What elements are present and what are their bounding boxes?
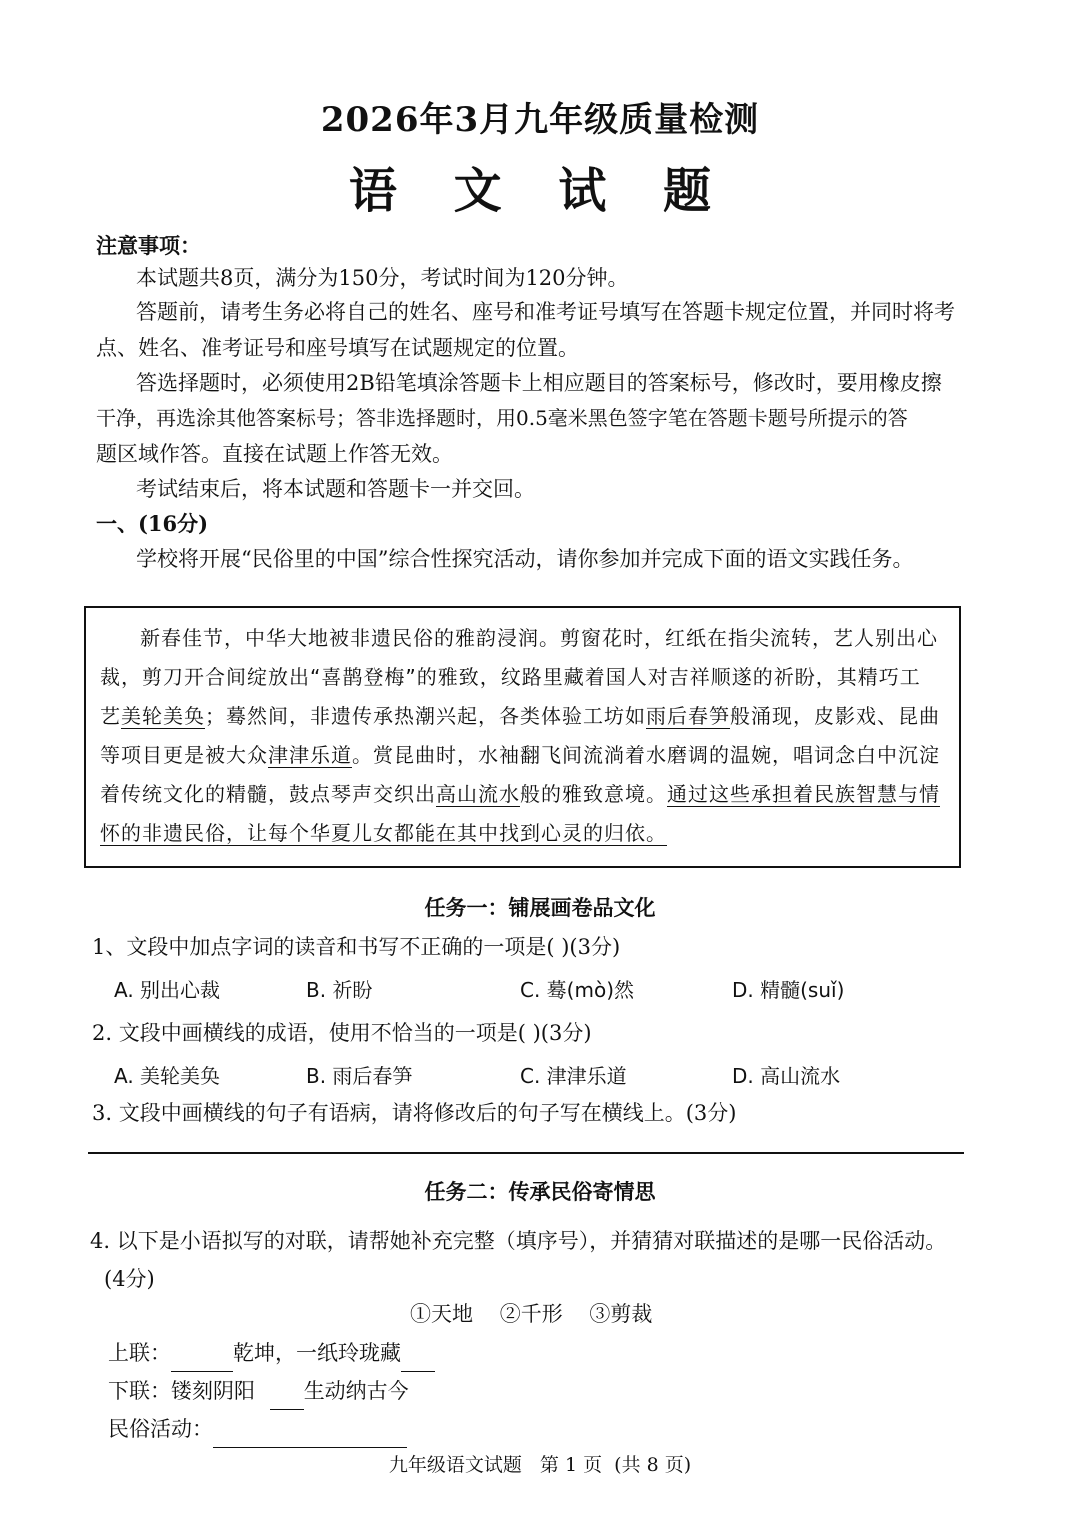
folk-activity: [108, 1410, 407, 1448]
q1-option-d: D. 精髓(suǐ): [732, 978, 845, 1002]
activity-label: 民俗活动：: [108, 1417, 213, 1441]
section-intro: 学校将开展“民俗里的中国”综合性探究活动，请你参加并完成下面的语文实践任务。: [136, 547, 914, 571]
q1-option-b: B. 祈盼: [306, 978, 373, 1002]
passage-text: 等项目更是被大众: [100, 743, 268, 767]
passage-text: 。赏昆曲时，水袖翻飞间流淌着水磨调的温婉，唱词念白中沉淀: [352, 743, 940, 767]
q1-option-c: C. 蓦(mò)然: [520, 978, 635, 1002]
couplet-choices: ①天地 ②千形 ③剪裁: [410, 1302, 653, 1326]
page-footer: 九年级语文试题 第 1 页 (共 8 页): [388, 1454, 692, 1476]
upper-blank-2[interactable]: [401, 1349, 435, 1372]
passage-line: [100, 778, 940, 807]
upper-couplet: [108, 1334, 435, 1372]
passage-line: [100, 700, 940, 729]
lower-text: 生动纳古今: [303, 1379, 409, 1403]
lower-text: 镂刻阴阳: [171, 1379, 262, 1403]
question-2: 2. 文段中画横线的成语，使用不恰当的一项是( )(3分): [92, 1021, 592, 1045]
task1-title: 任务一：铺展画卷品文化: [424, 895, 656, 920]
task2-title: 任务二：传承民俗寄情思: [424, 1179, 656, 1204]
q1-option-a: A. 别出心裁: [114, 978, 221, 1002]
question-1: 1、文段中加点字词的读音和书写不正确的一项是( )(3分): [92, 935, 621, 959]
notice-line: 本试题共8页，满分为150分，考试时间为120分钟。: [136, 266, 629, 290]
passage-line: [100, 817, 667, 846]
passage-line: 裁，剪刀开合间绽放出“喜鹊登梅”的雅致，纹路里藏着国人对吉祥顺遂的祈盼，其精巧工: [100, 665, 921, 689]
notice-line: 答选择题时，必须使用2B铅笔填涂答题卡上相应题目的答案标号，修改时，要用橡皮擦: [136, 371, 942, 395]
passage-text: 着传统文化的精髓，鼓点琴声交织出: [100, 782, 436, 806]
notice-line: 题区域作答。直接在试题上作答无效。: [96, 442, 453, 466]
passage-text: 般涌现，皮影戏、昆曲: [730, 704, 940, 728]
reading-passage: [84, 606, 961, 868]
q2-option-c: C. 津津乐道: [520, 1064, 627, 1088]
exam-title: 2026年3月九年级质量检测: [320, 100, 760, 140]
underlined-sentence: 怀的非遗民俗，让每个华夏儿女都能在其中找到心灵的归依。: [100, 821, 667, 845]
upper-label: 上联：: [108, 1341, 171, 1365]
subject-title: 语 文 试 题: [348, 163, 732, 219]
underlined-sentence: 通过这些承担着民族智慧与情: [667, 782, 940, 806]
upper-blank-1[interactable]: [171, 1349, 233, 1372]
question-4: 4. 以下是小语拟写的对联，请帮她补充完整（填序号），并猜猜对联描述的是哪一民俗活动。: [90, 1229, 947, 1253]
notice-line: 答题前，请考生务必将自己的姓名、座号和准考证号填写在答题卡规定位置，并同时将考: [136, 300, 955, 324]
notice-line: 考试结束后，将本试题和答题卡一并交回。: [136, 477, 535, 501]
lower-blank[interactable]: [270, 1387, 304, 1410]
lower-couplet: [108, 1372, 409, 1410]
underlined-idiom: 津津乐道: [268, 743, 352, 767]
answer-line[interactable]: [88, 1152, 964, 1154]
passage-text: 般的雅致意境。: [520, 782, 667, 806]
question-3: 3. 文段中画横线的句子有语病，请将修改后的句子写在横线上。(3分): [92, 1101, 737, 1125]
section-heading: 一、(16分): [96, 511, 209, 536]
notice-line: 干净，再选涂其他答案标号；答非选择题时，用0.5毫米黑色签字笔在答题卡题号所提示的答: [96, 406, 908, 430]
passage-text: 艺: [100, 704, 121, 728]
lower-label: 下联：: [108, 1379, 171, 1403]
passage-text: ；蓦然间，非遗传承热潮兴起，各类体验工坊如: [205, 704, 646, 728]
underlined-idiom: 雨后春笋: [646, 704, 730, 728]
question-4-score: (4分): [104, 1267, 155, 1291]
q2-option-b: B. 雨后春笋: [306, 1064, 413, 1088]
activity-blank[interactable]: [213, 1425, 407, 1448]
passage-line: [100, 739, 940, 768]
q2-option-a: A. 美轮美奂: [114, 1064, 221, 1088]
q2-option-d: D. 高山流水: [732, 1064, 841, 1088]
upper-text: 乾坤，一纸玲珑藏: [233, 1341, 401, 1365]
passage-line: 新春佳节，中华大地被非遗民俗的雅韵浸润。剪窗花时，红纸在指尖流转，艺人别出心: [140, 626, 938, 650]
underlined-idiom: 美轮美奂: [121, 704, 205, 728]
notice-line: 点、姓名、准考证号和座号填写在试题规定的位置。: [96, 336, 579, 360]
notice-heading: 注意事项：: [96, 233, 201, 258]
underlined-idiom: 高山流水: [436, 782, 520, 806]
